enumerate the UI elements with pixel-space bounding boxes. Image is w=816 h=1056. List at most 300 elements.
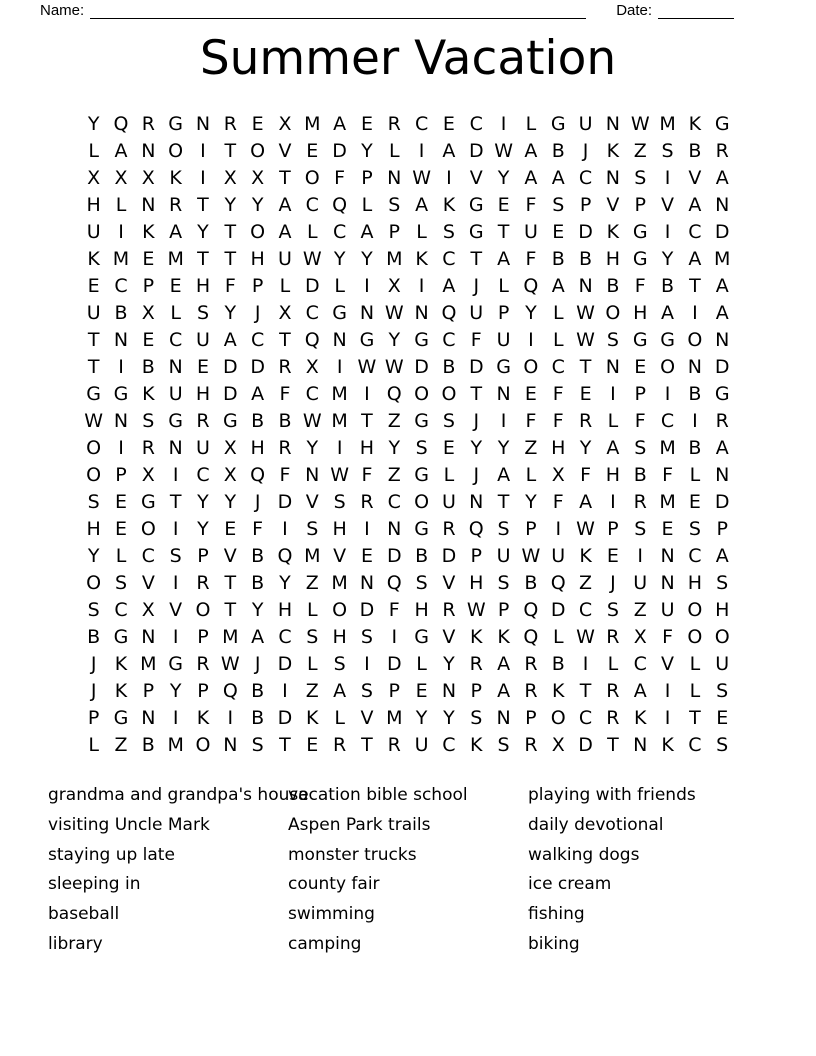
grid-letter: N [687,356,702,378]
grid-letter: I [118,437,124,459]
grid-letter: I [336,356,343,378]
grid-letter: Z [524,437,538,459]
grid-letter: I [637,545,644,567]
grid-letter: J [473,275,480,297]
grid-letter: R [141,113,155,135]
grid-letter: K [87,248,100,270]
grid-letter: A [661,302,675,324]
grid-letter: L [607,653,619,675]
grid-letter: E [114,518,127,540]
grid-letter: R [196,410,210,432]
grid-letter: Q [386,572,402,594]
grid-letter: C [169,329,183,351]
grid-letter: B [606,275,620,297]
grid-letter: S [552,194,565,216]
grid-letter: C [469,113,483,135]
grid-letter: F [279,464,291,486]
grid-letter: I [282,680,288,702]
grid-letter: C [660,410,675,432]
grid-letter: E [606,545,619,567]
grid-letter: R [524,680,538,702]
grid-letter: T [224,140,237,162]
grid-letter: R [278,356,292,378]
grid-letter: L [689,680,701,702]
grid-letter: G [414,518,429,540]
grid-letter: E [716,707,729,729]
grid-letter: W [384,356,404,378]
grid-letter: V [442,572,456,594]
grid-letter: A [333,680,347,702]
grid-letter: L [334,275,345,297]
grid-letter: J [610,572,616,594]
grid-row [80,705,736,732]
grid-letter: P [388,221,400,243]
grid-letter: S [606,599,619,621]
grid-letter: X [87,167,101,189]
grid-letter: Y [224,491,237,513]
grid-letter: L [525,464,537,486]
grid-row [80,300,736,327]
grid-row [80,111,736,138]
grid-letter: G [113,626,129,648]
grid-letter: R [524,653,538,675]
grid-letter: L [552,329,564,351]
word-list-column [48,781,309,960]
grid-letter: G [714,113,730,135]
grid-letter: H [332,626,347,648]
grid-letter: A [333,113,347,135]
grid-letter: R [524,734,538,756]
grid-letter: G [86,383,102,405]
grid-letter: N [715,464,730,486]
grid-letter: W [330,464,350,486]
grid-letter: T [497,221,510,243]
grid-letter: T [224,572,237,594]
grid-letter: C [114,275,128,297]
grid-letter: J [582,140,589,162]
grid-letter: A [251,383,265,405]
name-label: Name: [40,2,85,19]
grid-letter: K [196,707,210,729]
grid-row [80,354,736,381]
grid-letter: V [469,167,483,189]
grid-letter: C [442,329,456,351]
grid-letter: W [521,545,541,567]
grid-letter: L [115,194,127,216]
grid-letter: R [442,599,456,621]
grid-letter: E [306,140,319,162]
grid-letter: D [277,653,293,675]
grid-letter: I [446,167,452,189]
grid-letter: L [552,302,564,324]
grid-letter: B [251,410,265,432]
word-list-item: biking [528,933,580,954]
word-list-item: playing with friends [528,785,696,805]
grid-letter: A [442,140,456,162]
grid-letter: T [279,734,291,756]
grid-letter: A [715,167,729,189]
grid-letter: D [222,383,238,405]
grid-row [80,570,736,597]
grid-letter: L [170,302,181,324]
grid-letter: B [87,626,101,648]
grid-letter: Y [415,707,428,729]
grid-letter: O [250,221,266,243]
grid-letter: F [662,464,674,486]
grid-letter: O [660,356,676,378]
grid-letter: U [441,491,456,513]
grid-letter: R [387,113,401,135]
grid-letter: U [469,302,484,324]
grid-row [80,165,736,192]
grid-letter: S [661,140,674,162]
grid-letter: R [278,437,292,459]
grid-letter: F [388,599,400,621]
grid-letter: O [523,356,539,378]
grid-letter: V [169,599,183,621]
grid-letter: V [305,491,319,513]
grid-letter: A [278,194,292,216]
grid-letter: N [496,383,511,405]
grid-letter: O [86,572,102,594]
grid-letter: R [169,194,183,216]
grid-letter: X [223,167,237,189]
grid-letter: Y [87,545,100,567]
grid-letter: P [525,518,537,540]
grid-letter: R [715,410,729,432]
grid-letter: L [689,653,701,675]
grid-letter: J [254,653,261,675]
grid-letter: N [715,194,730,216]
grid-letter: P [142,275,155,297]
grid-letter: F [662,626,674,648]
grid-letter: D [714,491,730,513]
grid-letter: T [689,275,701,297]
grid-letter: X [223,464,237,486]
grid-letter: T [579,356,592,378]
grid-letter: O [140,518,156,540]
grid-letter: S [634,167,647,189]
grid-letter: C [305,383,319,405]
grid-letter: J [254,491,261,513]
grid-letter: U [578,113,593,135]
grid-letter: A [715,275,729,297]
grid-letter: S [360,626,373,648]
grid-letter: N [715,329,730,351]
grid-letter: T [224,221,237,243]
grid-row [80,597,736,624]
grid-letter: A [497,680,511,702]
grid-letter: P [634,383,646,405]
grid-row [80,435,736,462]
grid-letter: Q [250,464,266,486]
grid-letter: L [498,275,509,297]
grid-letter: E [142,329,155,351]
grid-letter: S [196,302,209,324]
word-list-item: monster trucks [288,844,417,865]
grid-letter: G [414,626,429,648]
grid-letter: N [633,734,648,756]
grid-letter: Q [386,383,402,405]
grid-letter: X [141,167,155,189]
grid-letter: V [360,707,374,729]
grid-letter: A [715,545,729,567]
grid-letter: M [112,248,130,270]
grid-letter: C [305,302,319,324]
grid-letter: F [634,410,646,432]
grid-letter: G [550,113,566,135]
grid-letter: C [196,464,210,486]
grid-letter: B [579,248,593,270]
word-list-item: county fair [288,874,380,895]
grid-letter: M [167,248,184,270]
grid-letter: H [86,518,101,540]
grid-letter: N [414,302,429,324]
grid-letter: G [414,329,429,351]
grid-letter: U [660,599,675,621]
grid-letter: L [334,707,345,729]
grid-letter: H [195,275,211,297]
grid-letter: Y [579,437,592,459]
grid-letter: S [388,194,401,216]
grid-letter: I [528,329,534,351]
grid-letter: I [664,707,671,729]
grid-letter: O [250,140,266,162]
grid-letter: I [336,437,343,459]
grid-letter: Q [523,275,539,297]
grid-letter: V [661,653,675,675]
grid-letter: P [197,626,209,648]
grid-letter: I [364,383,370,405]
grid-letter: B [551,248,565,270]
grid-letter: R [606,680,620,702]
grid-letter: E [415,680,428,702]
date-fill-in-line[interactable] [658,3,734,19]
grid-letter: W [384,302,404,324]
grid-letter: L [689,464,701,486]
grid-letter: J [473,410,480,432]
grid-letter: S [142,410,155,432]
word-list-item: daily devotional [528,814,664,835]
grid-letter: A [551,275,565,297]
grid-letter: N [113,329,129,351]
grid-letter: E [579,383,592,405]
grid-letter: T [579,680,592,702]
grid-letter: M [304,545,321,567]
word-list-item: fishing [528,904,585,925]
grid-letter: T [197,248,209,270]
grid-letter: Q [523,626,539,648]
grid-letter: G [359,329,375,351]
grid-letter: S [251,734,264,756]
grid-letter: S [306,626,319,648]
grid-letter: A [497,464,511,486]
grid-letter: I [610,491,616,513]
grid-letter: R [715,140,729,162]
grid-letter: M [659,113,676,135]
grid-letter: W [302,248,322,270]
grid-letter: B [633,464,647,486]
grid-letter: O [414,491,430,513]
grid-letter: R [469,653,483,675]
grid-letter: D [304,275,320,297]
name-fill-in-line[interactable] [90,3,586,19]
grid-letter: M [659,491,676,513]
grid-letter: S [442,221,455,243]
grid-letter: T [197,194,209,216]
grid-letter: G [632,248,648,270]
grid-letter: G [113,383,129,405]
grid-letter: O [86,437,102,459]
grid-letter: H [605,248,621,270]
grid-letter: N [195,113,211,135]
grid-letter: D [550,599,566,621]
grid-letter: T [361,410,373,432]
grid-letter: N [141,194,156,216]
grid-letter: E [87,275,100,297]
grid-letter: I [664,167,671,189]
grid-letter: F [252,518,264,540]
grid-letter: K [688,113,702,135]
grid-letter: M [386,707,403,729]
grid-letter: R [333,734,347,756]
grid-letter: G [632,329,648,351]
grid-row [80,462,736,489]
grid-letter: Z [387,410,401,432]
grid-letter: A [688,194,702,216]
grid-letter: P [470,545,482,567]
grid-letter: X [223,437,237,459]
grid-letter: B [551,140,565,162]
grid-letter: H [551,437,566,459]
grid-letter: U [86,221,101,243]
grid-letter: I [418,275,425,297]
grid-letter: Z [579,572,593,594]
grid-letter: S [169,545,182,567]
grid-letter: Y [197,221,209,243]
grid-letter: D [386,653,402,675]
grid-letter: P [388,680,400,702]
grid-letter: B [141,356,155,378]
grid-letter: V [141,572,155,594]
grid-letter: L [443,464,455,486]
grid-letter: Y [661,248,674,270]
grid-letter: Y [306,437,319,459]
grid-letter: W [302,410,322,432]
grid-letter: H [332,518,347,540]
grid-letter: E [142,248,155,270]
grid-letter: W [576,518,595,540]
grid-letter: I [172,572,179,594]
grid-row [80,381,736,408]
word-list-item: ice cream [528,874,612,895]
grid-letter: W [494,140,513,162]
grid-letter: O [195,734,211,756]
grid-letter: N [578,275,593,297]
grid-letter: P [607,518,619,540]
grid-letter: E [497,194,510,216]
grid-letter: I [200,140,206,162]
grid-letter: E [360,545,373,567]
grid-letter: J [473,464,480,486]
grid-letter: B [688,437,702,459]
grid-letter: Q [441,302,457,324]
grid-letter: U [168,383,183,405]
grid-letter: Z [305,680,319,702]
word-list [0,781,816,960]
grid-letter: B [251,545,265,567]
header [0,0,816,19]
grid-letter: L [279,275,291,297]
grid-letter: C [442,248,456,270]
grid-letter: Y [361,140,373,162]
grid-row [80,219,736,246]
grid-letter: L [115,545,127,567]
grid-letter: H [250,437,265,459]
grid-row [80,732,736,759]
grid-letter: T [87,356,100,378]
grid-letter: H [86,194,101,216]
grid-letter: G [222,410,238,432]
grid-letter: Y [443,707,455,729]
grid-letter: D [468,140,484,162]
grid-letter: Y [525,491,537,513]
grid-letter: S [716,572,729,594]
grid-letter: Y [251,599,264,621]
grid-letter: N [141,707,156,729]
grid-letter: K [579,545,592,567]
grid-row [80,273,736,300]
grid-letter: B [251,680,265,702]
word-list-item: swimming [288,904,375,925]
grid-letter: L [361,194,373,216]
grid-letter: A [442,275,456,297]
grid-letter: U [496,545,511,567]
grid-letter: K [415,248,428,270]
word-list-item: sleeping in [48,874,141,895]
grid-letter: A [169,221,183,243]
grid-letter: B [415,545,429,567]
grid-letter: P [197,680,209,702]
grid-letter: Y [497,437,510,459]
grid-letter: F [525,248,537,270]
grid-letter: N [168,356,183,378]
grid-letter: N [660,572,675,594]
grid-letter: I [391,626,398,648]
grid-letter: K [470,734,483,756]
grid-letter: B [251,707,265,729]
grid-letter: N [441,680,457,702]
grid-letter: G [468,194,484,216]
grid-letter: L [388,140,400,162]
grid-letter: P [470,680,482,702]
grid-letter: Y [361,248,373,270]
grid-letter: K [606,140,620,162]
grid-letter: F [525,194,537,216]
grid-letter: T [87,329,100,351]
word-list-column [528,781,768,960]
grid-letter: Q [550,572,566,594]
grid-letter: N [332,329,347,351]
grid-letter: O [714,626,730,648]
grid-letter: H [605,464,621,486]
grid-letter: P [497,599,510,621]
grid-letter: B [688,140,702,162]
grid-letter: Y [197,518,209,540]
grid-letter: S [634,518,647,540]
word-list-column [288,781,528,960]
grid-letter: C [141,545,155,567]
